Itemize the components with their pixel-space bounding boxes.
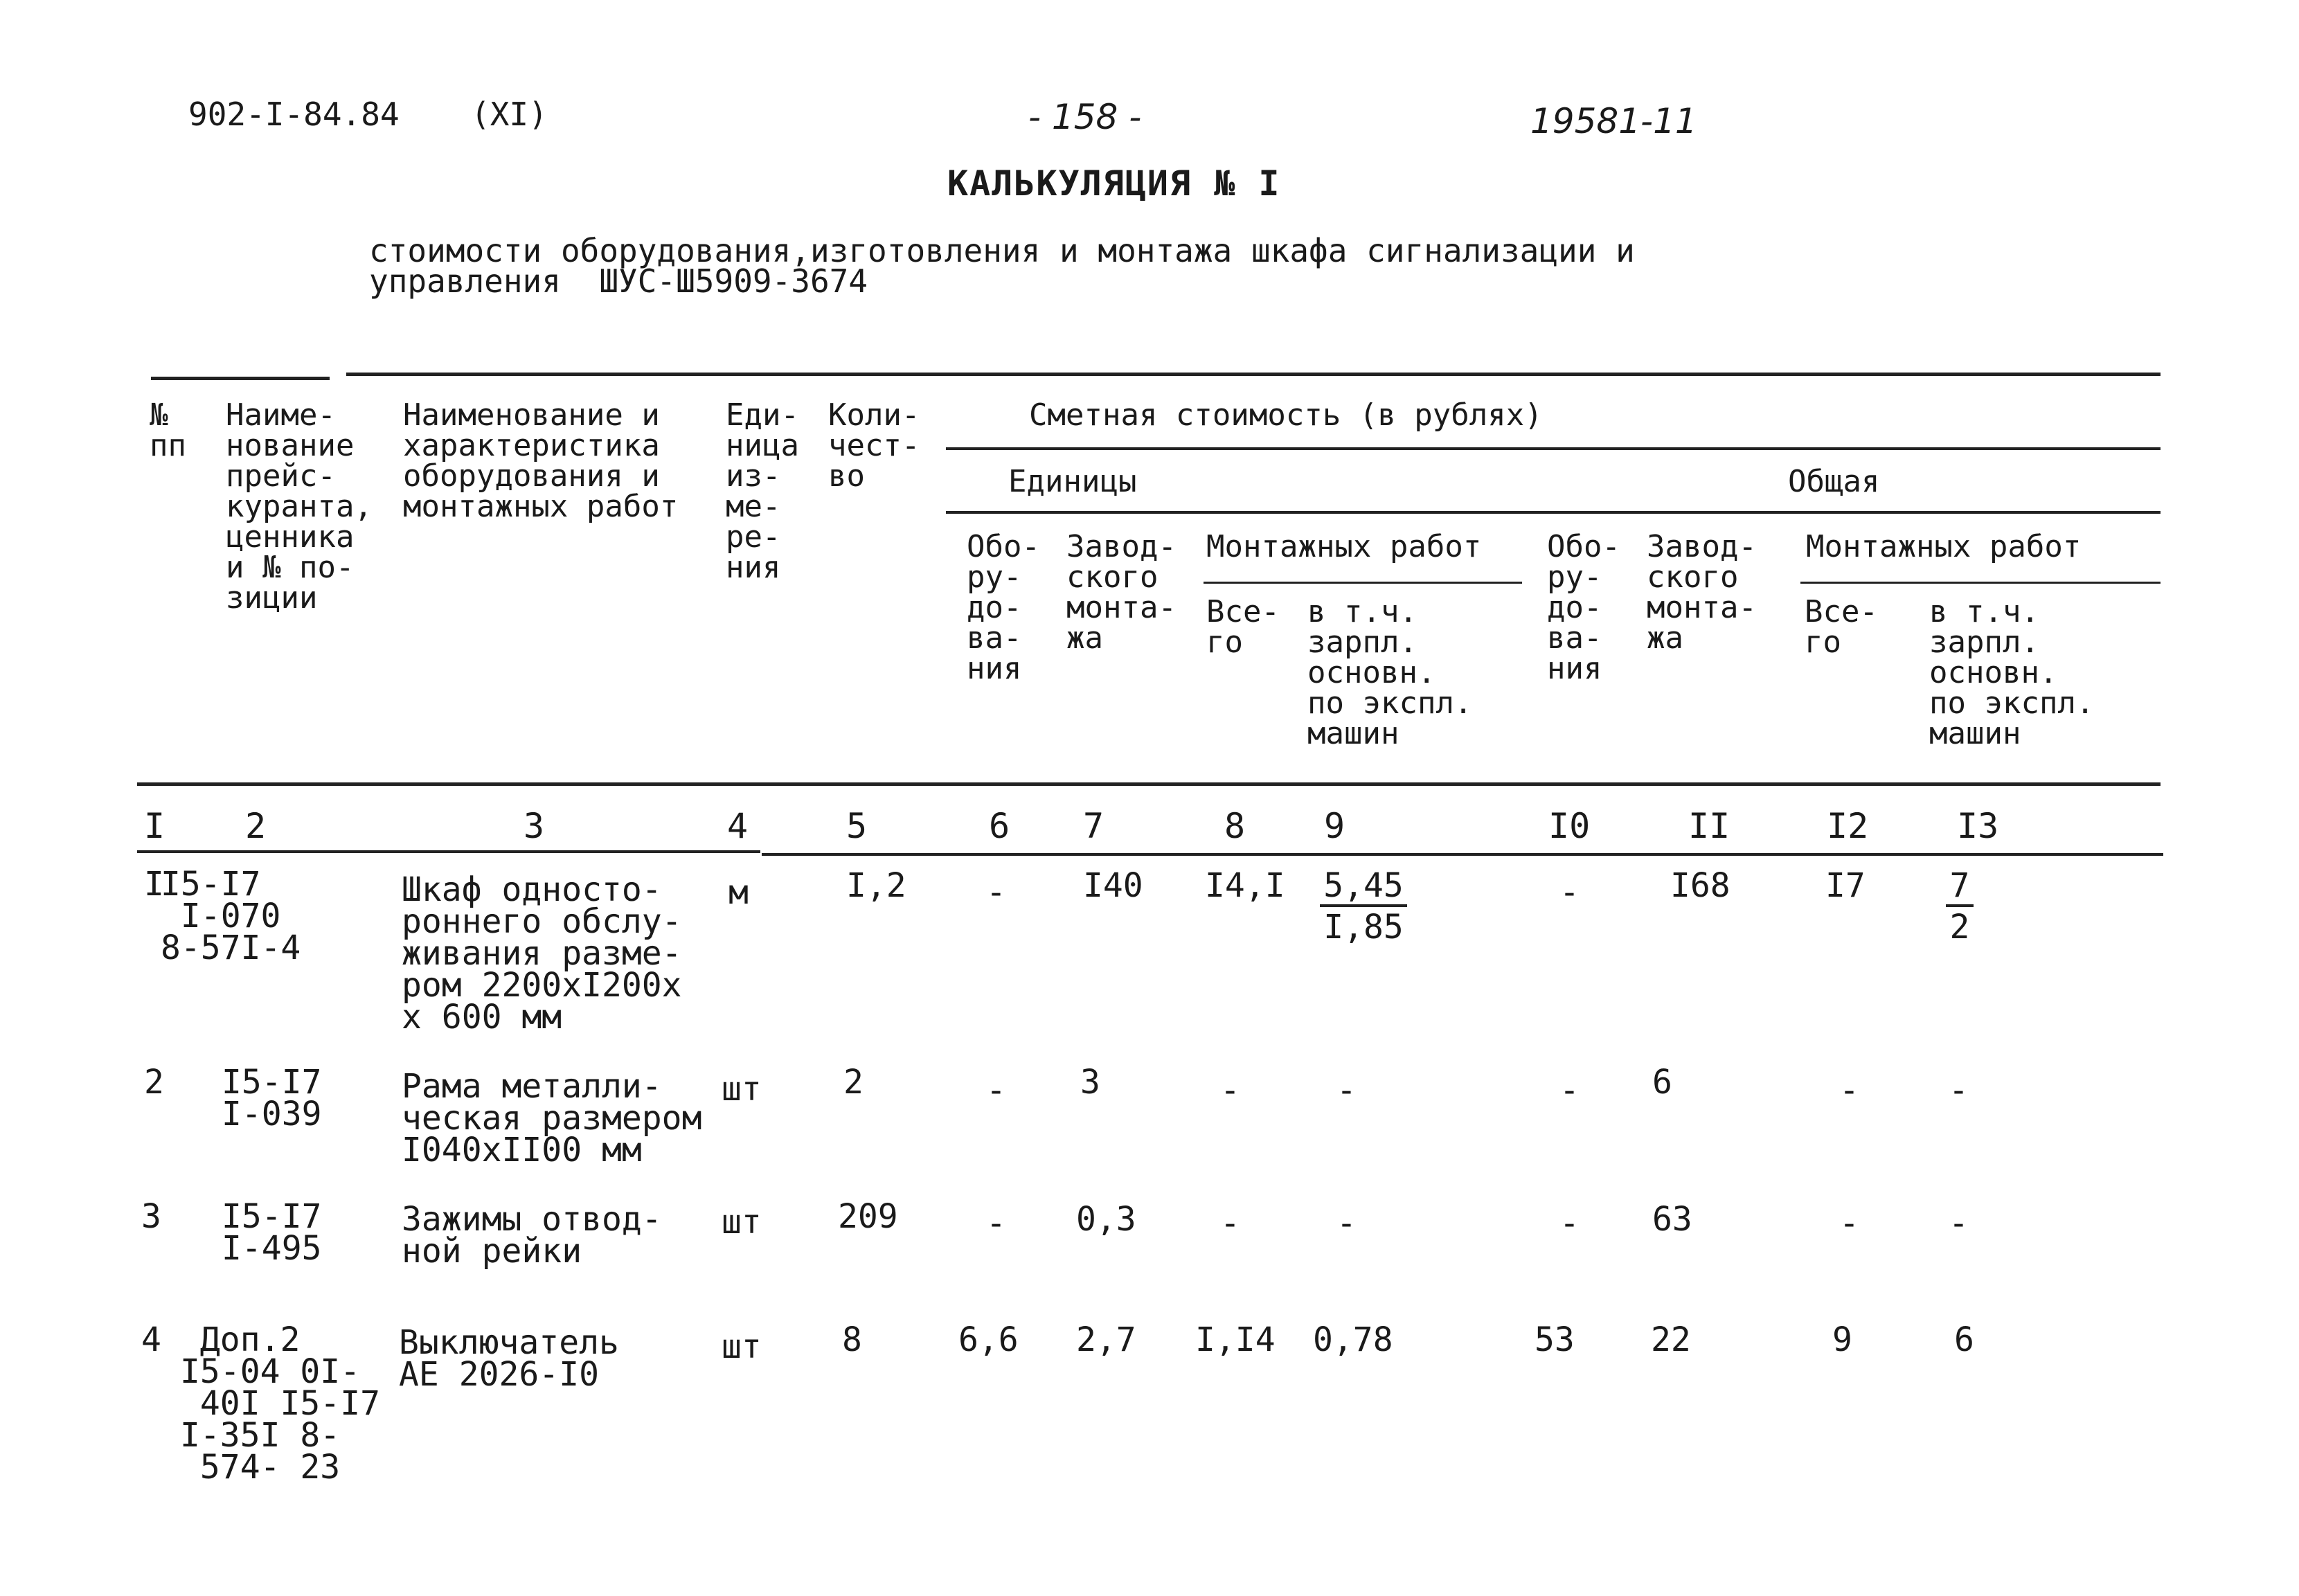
column-number: 2	[245, 806, 267, 846]
column-number: 6	[989, 806, 1010, 846]
unit-factory: 0,3	[1076, 1200, 1136, 1239]
quantity: 209	[838, 1197, 898, 1236]
price-reference: I5-I7 I-070 8-57I-4	[161, 865, 301, 967]
column-number: 3	[524, 806, 545, 846]
unit-install-incl: -	[1336, 1071, 1357, 1110]
column-number: II	[1688, 806, 1730, 846]
header-unit-factory: Завод- ского монта- жа	[1066, 529, 1177, 656]
unit-install-rule	[1204, 582, 1522, 584]
total-factory: I68	[1670, 866, 1730, 905]
cost-group-rule	[946, 447, 2161, 450]
item-name: Шкаф односто- роннего обслу- живания разме- ром 2200хI200х х 600 мм	[402, 870, 682, 1037]
total-equipment: -	[1559, 1071, 1580, 1110]
header-unit-install-all: Все- го	[1206, 594, 1280, 660]
header-unit-install-group: Монтажных работ	[1206, 529, 1482, 564]
page-title: КАЛЬКУЛЯЦИЯ № I	[947, 163, 1281, 204]
unit-factory: 3	[1080, 1063, 1100, 1102]
document-number: 19581-11	[1530, 101, 1697, 141]
unit-factory: 2,7	[1076, 1320, 1136, 1359]
header-total-equipment: Обо- ру- до- ва- ния	[1547, 529, 1620, 686]
unit: шт	[722, 1327, 762, 1366]
column-number: 5	[846, 806, 868, 846]
row-number: 3	[141, 1197, 161, 1236]
quantity: 8	[842, 1320, 862, 1359]
unit: шт	[722, 1070, 762, 1109]
price-reference: Доп.2 I5-04 0I- 40I I5-I7 I-35I 8- 574- 23	[180, 1320, 380, 1487]
item-name: Зажимы отвод- ной рейки	[402, 1200, 662, 1271]
header-total-install-group: Монтажных работ	[1806, 529, 2082, 564]
column-number: 9	[1324, 806, 1345, 846]
unit-factory: I40	[1083, 866, 1143, 905]
unit-install-all: I4,I	[1205, 866, 1285, 905]
numbers-rule-right	[762, 853, 2163, 856]
total-factory: 6	[1652, 1063, 1672, 1102]
price-reference: I5-I7 I-039	[222, 1063, 322, 1133]
total-install-machine: 2	[1949, 908, 1970, 947]
unit: шт	[722, 1203, 762, 1241]
total-equipment: 53	[1535, 1320, 1575, 1359]
item-name: Выключатель АЕ 2026-I0	[399, 1323, 619, 1394]
header-unit: Еди- ница из- ме- ре- ния	[726, 397, 799, 585]
header-unit-equipment: Обо- ру- до- ва- ния	[967, 529, 1040, 686]
row-number: 4	[141, 1320, 161, 1359]
unit-install-incl: -	[1336, 1204, 1357, 1243]
total-equipment: -	[1559, 1204, 1580, 1243]
header-row-number: № пп	[150, 397, 186, 463]
total-install-wage: 7	[1946, 870, 1974, 907]
row-number: I	[144, 865, 164, 904]
header-unit-group: Единицы	[1008, 464, 1137, 499]
unit-equipment: -	[986, 873, 1006, 912]
table-top-rule-left	[151, 377, 330, 380]
unit-install-incl: 0,78	[1313, 1320, 1393, 1359]
unit-install-machine: I,85	[1323, 908, 1404, 947]
quantity: 2	[843, 1063, 864, 1102]
header-price-ref: Наиме- нование прейс- куранта, ценника и № по- зиции	[226, 397, 373, 616]
header-total-install-all: Все- го	[1805, 594, 1878, 660]
unit-total-rule	[946, 511, 2161, 514]
column-number: I0	[1548, 806, 1591, 846]
column-number: 8	[1224, 806, 1246, 846]
total-install-all: -	[1839, 1204, 1859, 1243]
total-equipment: -	[1559, 873, 1580, 912]
header-name: Наименование и характеристика оборудования и монтажных работ	[403, 397, 679, 524]
column-number: 4	[727, 806, 749, 846]
quantity: I,2	[846, 866, 906, 905]
unit-install-incl	[1320, 866, 1407, 947]
column-number: I2	[1827, 806, 1869, 846]
total-factory: 63	[1652, 1200, 1692, 1239]
unit-install-all: -	[1220, 1204, 1240, 1243]
total-install-incl: 6	[1954, 1320, 1974, 1359]
volume-label: (XI)	[471, 96, 548, 133]
numbers-rule-left	[137, 850, 760, 853]
total-install-all: 9	[1832, 1320, 1852, 1359]
total-install-incl: -	[1949, 1071, 1969, 1110]
total-install-all: -	[1839, 1071, 1859, 1110]
column-number: I	[144, 806, 166, 846]
unit-equipment: -	[986, 1071, 1006, 1110]
project-code: 902-I-84.84	[188, 96, 400, 133]
unit: м	[728, 873, 749, 912]
header-cost-group: Сметная стоимость (в рублях)	[1029, 397, 1543, 433]
unit-install-wage: 5,45	[1320, 870, 1407, 907]
total-install-all: I7	[1825, 866, 1866, 905]
price-reference: I5-I7 I-495	[222, 1197, 322, 1268]
table-top-rule	[346, 373, 2161, 376]
header-bottom-rule	[137, 782, 2161, 786]
total-install-incl: -	[1949, 1204, 1969, 1243]
item-name: Рама металли- ческая размером I040хII00 мм	[402, 1067, 702, 1169]
column-number: I3	[1957, 806, 1999, 846]
total-install-incl	[1946, 866, 1974, 947]
header-unit-install-incl: в т.ч. зарпл. основн. по экспл. машин	[1307, 594, 1473, 751]
subtitle-line-1: стоимости оборудования,изготовления и монтажа шкафа сигнализации и	[369, 232, 1635, 269]
header-total-group: Общая	[1788, 464, 1880, 499]
header-quantity: Коли- чест- во	[828, 397, 920, 494]
subtitle-line-2: управления ШУС-Ш5909-3674	[369, 262, 868, 300]
unit-install-all: I,I4	[1195, 1320, 1276, 1359]
header-total-install-incl: в т.ч. зарпл. основн. по экспл. машин	[1929, 594, 2095, 751]
column-number: 7	[1083, 806, 1104, 846]
page-number: - 158 -	[1028, 97, 1142, 137]
row-number: 2	[144, 1063, 164, 1102]
unit-install-all: -	[1220, 1071, 1240, 1110]
total-install-rule	[1800, 582, 2161, 584]
unit-equipment: -	[986, 1204, 1006, 1243]
header-total-factory: Завод- ского монта- жа	[1647, 529, 1757, 656]
unit-equipment: 6,6	[958, 1320, 1019, 1359]
total-factory: 22	[1651, 1320, 1691, 1359]
